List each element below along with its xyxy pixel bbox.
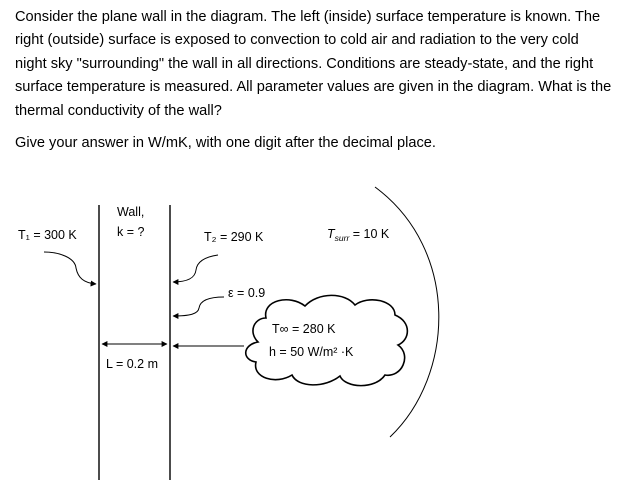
- tinf-label: T∞ = 280 K: [272, 322, 336, 336]
- question-paragraph: Consider the plane wall in the diagram. The left (inside) surface temperature is known. The right (outside) surface is exposed to convection to cold air and radiation to the very cold night sky "surrounding" the wall in all directions. Conditions are steady-state, and the right surface temperature is measured. All parameter values are given in the diagram. What is the thermal conductivity of the wall?: [15, 9, 612, 119]
- t1-label: T₁ = 300 K: [18, 228, 77, 242]
- surroundings-arc: [375, 187, 439, 437]
- tsurr-value: = 10 K: [349, 227, 390, 241]
- tsurr-label: [327, 227, 390, 243]
- t2-label: T₂ = 290 K: [204, 230, 264, 244]
- tsurr-subscript: surr: [334, 233, 350, 243]
- answer-instruction: Give your answer in W/mK, with one digit after the decimal place.: [15, 135, 436, 152]
- emissivity-label: ε = 0.9: [228, 286, 266, 300]
- t2-arrow: [173, 255, 218, 282]
- wall-conductivity-label: k = ?: [117, 225, 145, 239]
- t1-arrow: [44, 252, 96, 284]
- h-label: h = 50 W/m² ·K: [269, 345, 354, 359]
- ambient-air-cloud: [246, 295, 408, 385]
- emissivity-arrow: [173, 297, 224, 316]
- wall-label: Wall,: [117, 205, 145, 219]
- tsurr-symbol: T: [327, 227, 335, 241]
- thickness-label: L = 0.2 m: [106, 357, 158, 371]
